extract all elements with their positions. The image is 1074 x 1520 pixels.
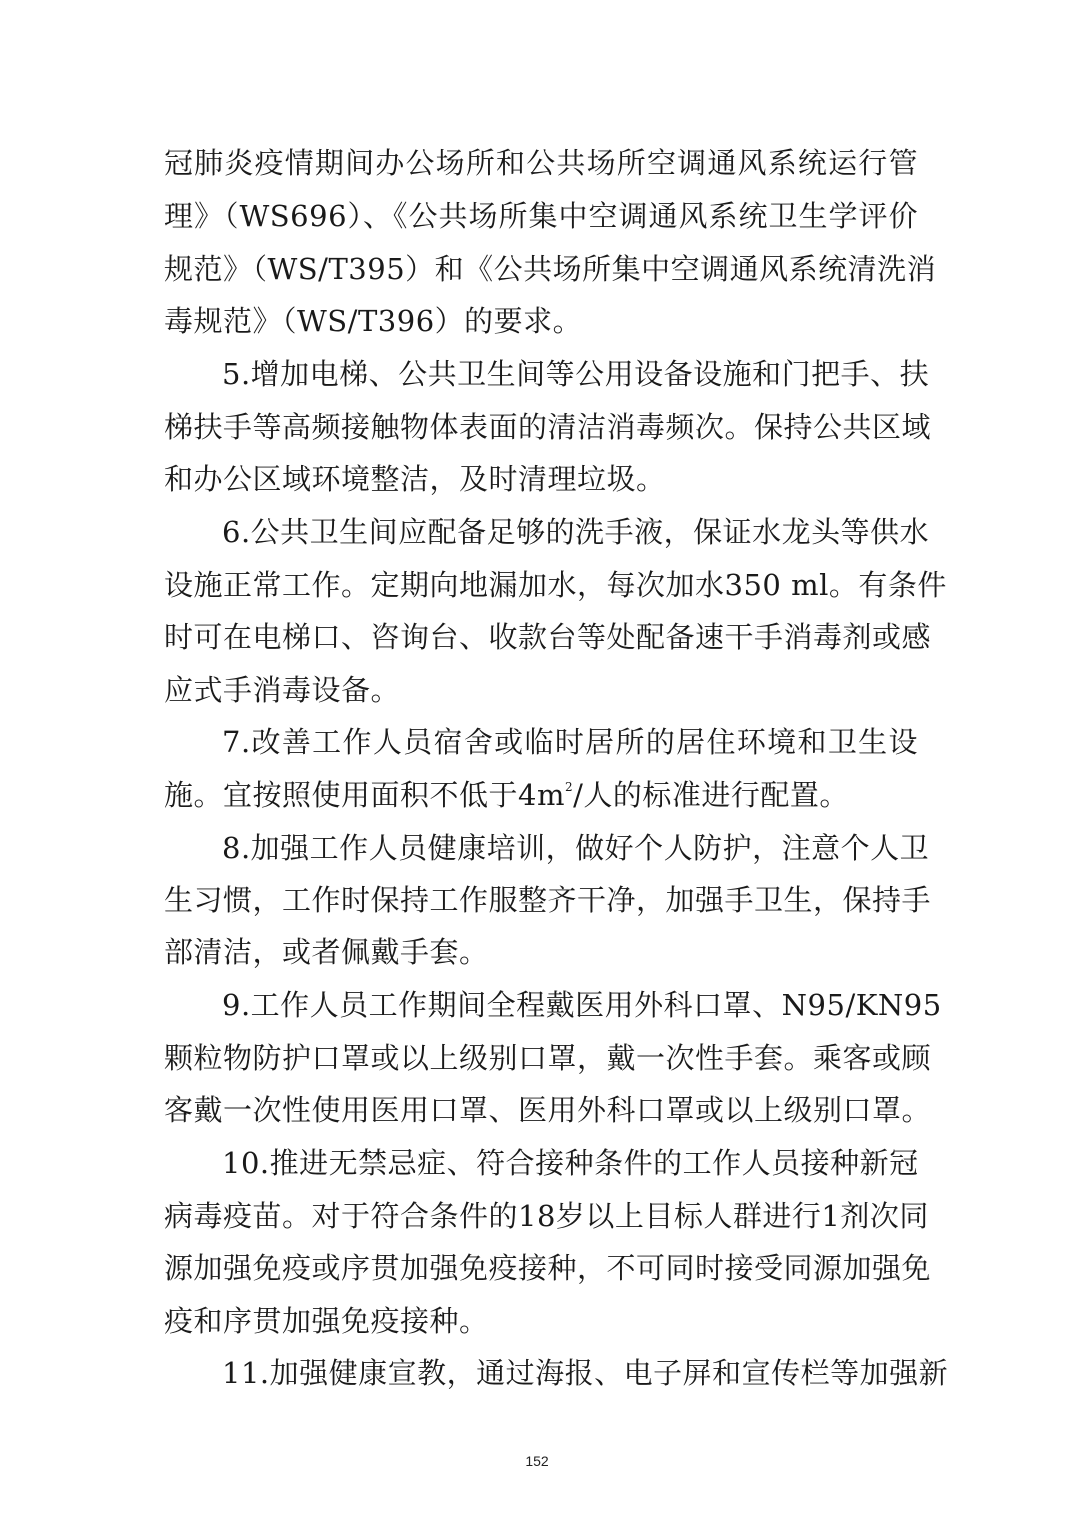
text-line: 梯扶手等高频接触物体表面的清洁消毒频次。保持公共区域 (164, 410, 932, 444)
text-line: 客戴一次性使用医用口罩、医用外科口罩或以上级别口罩。 (164, 1093, 932, 1127)
text-line: 疫和序贯加强免疫接种。 (164, 1304, 489, 1338)
text-line: 时可在电梯口、咨询台、收款台等处配备速干手消毒剂或感 (164, 620, 932, 654)
text-line: 理》（WS696）、《公共场所集中空调通风系统卫生学评价 (164, 199, 918, 233)
paragraph-7-start: 7.改善工作人员宿舍或临时居所的居住环境和卫生设 (222, 725, 918, 759)
text-line: 冠肺炎疫情期间办公场所和公共场所空调通风系统运行管 (164, 146, 918, 180)
text-line: 规范》（WS/T395）和《公共场所集中空调通风系统清洗消 (164, 252, 937, 286)
text-line: 部清洁，或者佩戴手套。 (164, 935, 489, 969)
text-line: 病毒疫苗。对于符合条件的18岁以上目标人群进行1剂次同 (164, 1199, 929, 1233)
paragraph-5-start: 5.增加电梯、公共卫生间等公用设备设施和门把手、扶 (222, 357, 930, 391)
text-line: 源加强免疫或序贯加强免疫接种，不可同时接受同源加强免 (164, 1251, 932, 1285)
paragraph-9-start: 9.工作人员工作期间全程戴医用外科口罩、N95/KN95 (222, 988, 942, 1022)
paragraph-8-start: 8.加强工作人员健康培训，做好个人防护，注意个人卫 (222, 831, 930, 865)
text-line: 应式手消毒设备。 (164, 673, 401, 707)
paragraph-11-start: 11.加强健康宣教，通过海报、电子屏和宣传栏等加强新 (222, 1356, 949, 1390)
text-line: 生习惯，工作时保持工作服整齐干净，加强手卫生，保持手 (164, 883, 932, 917)
paragraph-6-start: 6.公共卫生间应配备足够的洗手液，保证水龙头等供水 (222, 515, 930, 549)
superscript: 2 (564, 780, 574, 794)
text-line: 毒规范》（WS/T396）的要求。 (164, 304, 583, 338)
text-segment: /人的标准进行配置。 (573, 778, 849, 812)
text-line: 和办公区域环境整洁，及时清理垃圾。 (164, 462, 666, 496)
paragraph-10-start: 10.推进无禁忌症、符合接种条件的工作人员接种新冠 (222, 1146, 919, 1180)
text-line: 设施正常工作。定期向地漏加水，每次加水350 ml。有条件 (164, 568, 947, 602)
page-number: 152 (525, 1453, 549, 1469)
text-line-with-superscript (164, 775, 918, 815)
text-line: 颗粒物防护口罩或以上级别口罩，戴一次性手套。乘客或顾 (164, 1041, 932, 1075)
text-segment: 施。宜按照使用面积不低于4m (164, 778, 565, 812)
